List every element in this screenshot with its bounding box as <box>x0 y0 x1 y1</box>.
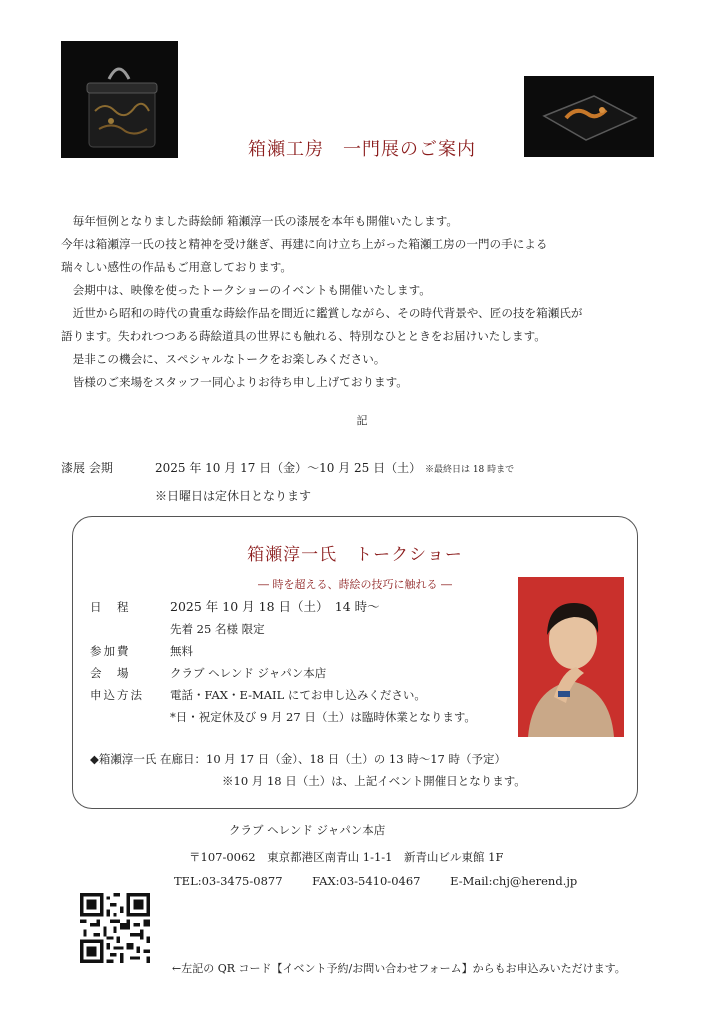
exhibition-label: 漆展 会期 <box>61 461 113 475</box>
venue-label: 会 場 <box>90 666 131 680</box>
presence-notes <box>90 748 526 792</box>
qr-note: ←左記の QR コード【イベント予約/お問い合わせフォーム】からもお申込みいただけます。 <box>172 962 626 975</box>
fee-label: 参加費 <box>90 644 131 658</box>
event-day-note: ※10 月 18 日（土）は、上記イベント開催日となります。 <box>222 774 526 788</box>
store-contact <box>174 874 603 888</box>
exhibition-period <box>61 455 514 509</box>
talk-show-title: 箱瀬淳一氏 トークショー <box>247 545 463 565</box>
exhibition-dates: 2025 年 10 月 17 日（金）〜10 月 25 日（土） <box>155 461 422 475</box>
store-address: 〒107-0062 東京都港区南青山 1-1-1 新青山ビル東館 1F <box>189 850 504 864</box>
schedule-value: 2025 年 10 月 18 日（土） 14 時〜 <box>170 599 380 614</box>
intro-line: 瑞々しい感性の作品もご用意しております。 <box>61 260 292 274</box>
tel: TEL:03-3475-0877 <box>174 874 283 888</box>
apply-value: 電話・FAX・E-MAIL にてお申し込みください。 <box>170 688 426 702</box>
intro-line: 皆様のご来場をスタッフ一同心よりお待ち申し上げております。 <box>61 375 408 389</box>
fax: FAX:03-5410-0467 <box>312 874 421 888</box>
schedule-label: 日 程 <box>90 600 131 614</box>
talk-show-details <box>90 596 476 728</box>
intro-line: 今年は箱瀬淳一氏の技と精神を受け継ぎ、再建に向け立ち上がった箱瀬工房の一門の手による <box>61 237 548 251</box>
holiday-note: *日・祝定休及び 9 月 27 日（土）は臨時休業となります。 <box>170 710 476 724</box>
page-title: 箱瀬工房 一門展のご案内 <box>248 139 476 160</box>
intro-line: 毎年恒例となりました蒔絵師 箱瀬淳一氏の漆展を本年も開催いたします。 <box>61 214 458 228</box>
venue-value: クラブ ヘレンド ジャパン本店 <box>170 666 327 680</box>
last-day-note: ※最終日は 18 時まで <box>424 465 515 475</box>
presence-note: ◆箱瀬淳一氏 在廊日：10 月 17 日（金）、18 日（土）の 13 時〜17 時（予定） <box>90 752 507 766</box>
intro-line: 是非この機会に、スペシャルなトークをお楽しみください。 <box>61 352 386 366</box>
intro-line: 近世から昭和の時代の貴重な蒔絵作品を間近に鑑賞しながら、その時代背景や、匠の技を箱瀬氏が <box>61 306 583 320</box>
intro-paragraph <box>61 210 671 394</box>
capacity: 先着 25 名様 限定 <box>170 622 265 636</box>
qr-code[interactable] <box>80 893 150 963</box>
intro-line: 会期中は、映像を使ったトークショーのイベントも開催いたします。 <box>61 283 431 297</box>
store-name: クラブ ヘレンド ジャパン本店 <box>229 823 386 837</box>
intro-line: 語ります。失われつつある蒔絵道具の世界にも触れる、特別なひとときをお届けいたします。 <box>61 329 546 343</box>
closed-note: ※日曜日は定休日となります <box>155 489 312 503</box>
fee-value: 無料 <box>170 644 193 658</box>
talk-show-subtitle: ― 時を超える、蒔絵の技巧に触れる ― <box>258 578 452 591</box>
apply-label: 申込方法 <box>90 688 144 702</box>
speaker-portrait <box>518 577 624 737</box>
email-link[interactable]: E-Mail:chj@herend.jp <box>450 874 578 888</box>
ki-mark: 記 <box>356 414 368 427</box>
